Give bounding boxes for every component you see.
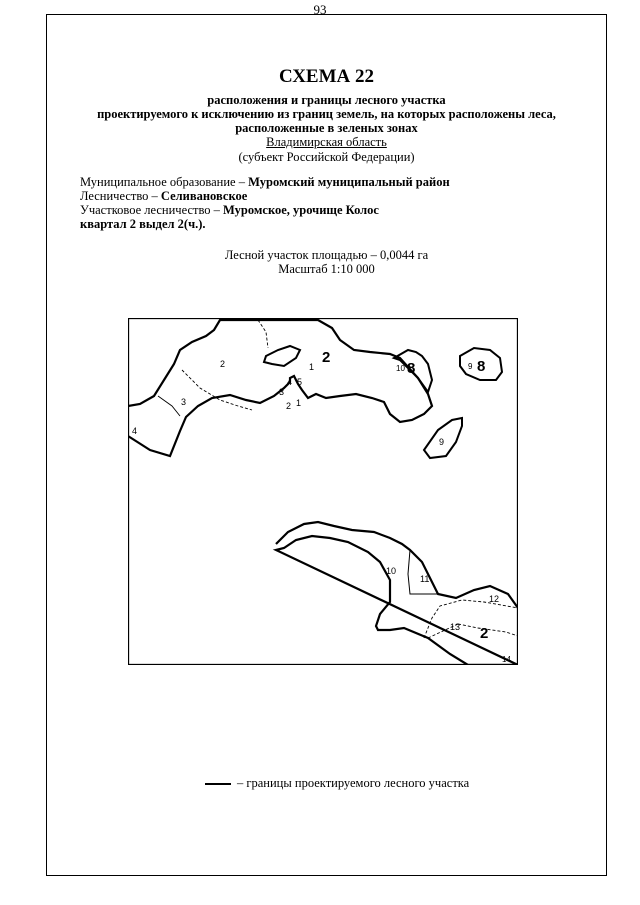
municipal-value: Муромский муниципальный район — [248, 175, 450, 189]
map-label-4: 4 — [287, 377, 293, 387]
page-number: 93 — [313, 2, 327, 17]
district-line — [80, 203, 379, 217]
lower-forest-boundary — [276, 522, 518, 665]
map-label-3: 3 — [181, 397, 187, 407]
map-label-4-left: 4 — [132, 426, 138, 436]
map-label-2-lower: 2 — [480, 625, 489, 642]
forestry-label: Лесничество – — [80, 189, 161, 203]
subtitle-line-1: расположения и границы лесного участка — [207, 93, 446, 107]
map-label-2-small: 2 — [286, 401, 292, 411]
quarter-line — [80, 217, 206, 231]
map-label-2-large: 2 — [322, 349, 331, 366]
legend-line-symbol — [205, 783, 231, 785]
district-value: Муромское, урочище Колос — [223, 203, 379, 217]
map-label-13: 13 — [450, 622, 461, 632]
quarter-value: квартал 2 выдел 2(ч.). — [80, 217, 206, 231]
plot-area: Лесной участок площадью – 0,0044 га — [224, 248, 429, 262]
map-label-8: 8 — [407, 360, 416, 377]
division-line-lower — [424, 600, 518, 638]
municipal-line — [80, 175, 450, 189]
legend-text: – границы проектируемого лесного участка — [237, 776, 470, 790]
map-label-10-lower: 10 — [386, 566, 397, 576]
map-label-5: 5 — [297, 377, 303, 387]
forestry-value: Селивановское — [160, 189, 248, 203]
region-caption: (субъект Российской Федерации) — [238, 150, 415, 164]
lake-polygon — [264, 346, 300, 366]
legend — [205, 776, 469, 791]
map-label-12: 12 — [489, 594, 500, 604]
map-label-9-north: 9 — [468, 362, 473, 371]
subtitle-line-2: проектируемого к исключению из границ земель, на которых расположены леса, — [97, 107, 556, 121]
map-label-11: 11 — [420, 574, 430, 584]
map-label-1: 1 — [309, 362, 315, 372]
forest-map — [128, 318, 518, 665]
map-label-1-small: 1 — [296, 398, 302, 408]
map-label-9-south: 9 — [439, 437, 445, 447]
map-label-2: 2 — [220, 359, 226, 369]
map-label-14: 14 — [502, 655, 511, 664]
scheme-title: СХЕМА 22 — [278, 66, 375, 87]
map-label-8-east: 8 — [477, 358, 486, 375]
map-scale: Масштаб 1:10 000 — [278, 262, 375, 276]
region-name: Владимирская область — [266, 135, 387, 149]
subtitle-line-3: расположенные в зеленых зонах — [235, 121, 418, 135]
municipal-label: Муниципальное образование – — [80, 175, 249, 189]
map-label-10: 10 — [396, 364, 405, 373]
division-line-left — [158, 396, 180, 416]
map-border — [129, 319, 518, 665]
map-label-3-small: 3 — [279, 387, 285, 397]
forestry-line — [80, 189, 247, 203]
district-label: Участковое лесничество – — [80, 203, 224, 217]
